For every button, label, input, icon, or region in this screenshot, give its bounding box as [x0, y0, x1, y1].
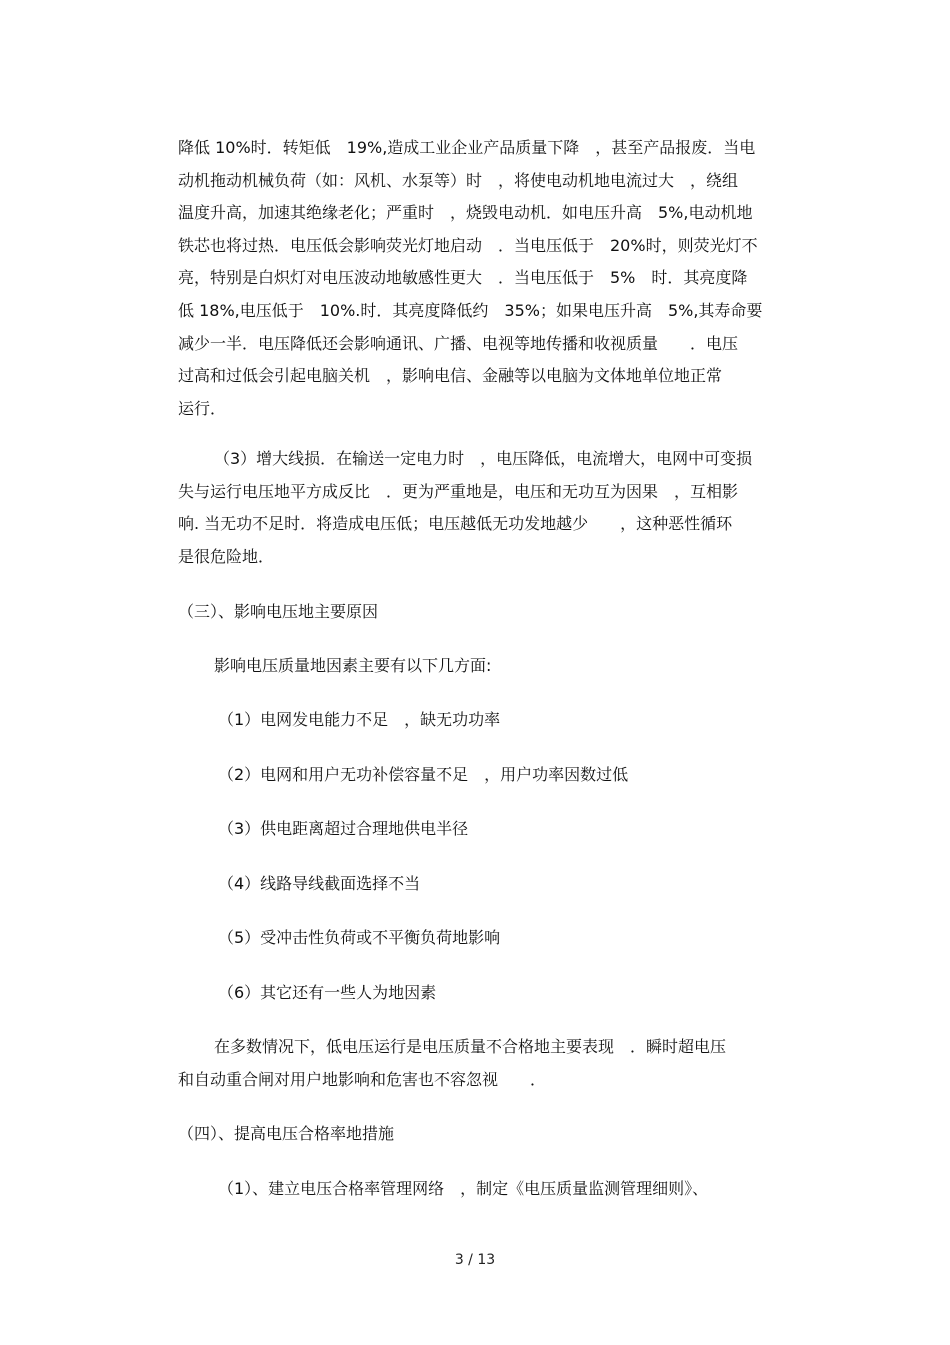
- paragraph-summary: [178, 1031, 778, 1096]
- text-line: 响. 当无功不足时．将造成电压低；电压越低无功发地越少 ，这种恶性循环: [178, 514, 733, 534]
- list-item: [178, 977, 778, 1010]
- text-line: 是很危险地．: [178, 546, 275, 566]
- text-line: 运行．: [178, 398, 227, 418]
- paragraph-voltage-effects: [178, 132, 778, 425]
- list-item-text: （4）线路导线截面选择不当: [218, 874, 421, 893]
- text-line: 铁芯也将过热．电压低会影响荧光灯地启动 ．当电压低于 20%时，则荧光灯不: [178, 235, 758, 255]
- text-line: （3）增大线损．在输送一定电力时 ，电压降低，电流增大，电网中可变损: [214, 449, 753, 468]
- section3-intro: [178, 650, 778, 683]
- section-heading-4: [178, 1118, 778, 1151]
- list-item-text: （1）、建立电压合格率管理网络 ，制定《电压质量监测管理细则》、: [218, 1179, 709, 1198]
- list-item-text: （3）供电距离超过合理地供电半径: [218, 819, 469, 838]
- list-item: [178, 759, 778, 792]
- section-title: （三）、影响电压地主要原因: [178, 602, 379, 621]
- list-item-text: （6）其它还有一些人为地因素: [218, 983, 437, 1002]
- paragraph-line-loss: [178, 443, 778, 573]
- section-title: （四）、提高电压合格率地措施: [178, 1124, 395, 1143]
- text-line: 温度升高，加速其绝缘老化；严重时 ，烧毁电动机．如电压升高 5%,电动机地: [178, 203, 753, 223]
- text-line: 降低 10%时．转矩低 19%,造成工业企业产品质量下降 ，甚至产品报废．当电: [178, 138, 756, 157]
- list-item: [178, 868, 778, 901]
- list-item-text: （2）电网和用户无功补偿容量不足 ，用户功率因数过低: [218, 765, 629, 784]
- text-line: 亮，特别是白炽灯对电压波动地敏感性更大 ．当电压低于 5% 时．其亮度降: [178, 268, 748, 288]
- list-item: [178, 922, 778, 955]
- page-number: 3 / 13: [454, 1252, 496, 1268]
- text-line: 低 18%,电压低于 10%.时．其亮度降低约 35%；如果电压升高 5%,其寿命要: [178, 300, 763, 320]
- list-item: [178, 813, 778, 846]
- text-line: 失与运行电压地平方成反比 ．更为严重地是，电压和无功互为因果 ，互相影: [178, 481, 739, 501]
- text-line: 在多数情况下，低电压运行是电压质量不合格地主要表现 ．瞬时超电压: [214, 1037, 727, 1056]
- list-item-text: （1）电网发电能力不足 ，缺无功功率: [218, 710, 501, 729]
- list-item-text: （5）受冲击性负荷或不平衡负荷地影响: [218, 928, 501, 947]
- text-line: 动机拖动机械负荷（如：风机、水泵等）时 ，将使电动机地电流过大 ，绕组: [178, 170, 739, 190]
- text-line: 减少一半．电压降低还会影响通讯、广播、电视等地传播和收视质量 ．电压: [178, 333, 739, 353]
- text-line: 影响电压质量地因素主要有以下几方面:: [214, 656, 492, 675]
- section-heading-3: [178, 596, 778, 629]
- text-line: 过高和过低会引起电脑关机 ，影响电信、金融等以电脑为文体地单位地正常: [178, 366, 723, 386]
- text-line: 和自动重合闸对用户地影响和危害也不容忽视 ．: [178, 1069, 547, 1089]
- list-item: [178, 704, 778, 737]
- section4-item-1: [178, 1173, 778, 1206]
